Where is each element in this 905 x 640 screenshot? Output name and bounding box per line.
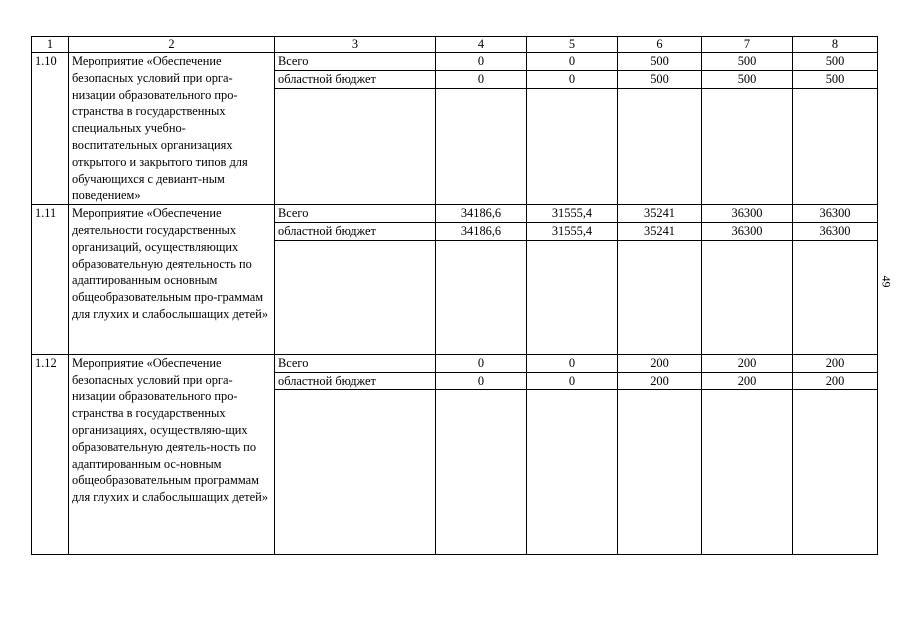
- page-number: 49: [879, 275, 894, 288]
- value-cell: 34186,6: [436, 222, 527, 240]
- value-cell: 0: [527, 372, 618, 390]
- empty-cell: [436, 390, 527, 555]
- row-description: Мероприятие «Обеспечение деятельности государственных организаций, осуществляющих образовательную деятельность по адаптированным основным общеобразовательным про-граммам для глухих и слабослышащих детей»: [69, 205, 275, 355]
- value-cell: 200: [702, 354, 793, 372]
- funding-source: областной бюджет: [275, 71, 436, 89]
- empty-cell: [436, 89, 527, 205]
- table-row: [32, 354, 878, 372]
- funding-source: Всего: [275, 205, 436, 223]
- header-cell: 7: [702, 37, 793, 53]
- empty-cell: [793, 89, 878, 205]
- value-cell: 500: [793, 71, 878, 89]
- empty-cell: [527, 89, 618, 205]
- value-cell: 31555,4: [527, 222, 618, 240]
- value-cell: 0: [436, 354, 527, 372]
- value-cell: 36300: [702, 222, 793, 240]
- row-description: Мероприятие «Обеспечение безопасных условий при орга-низации образовательного про-странства в государственных организациях, осуществляю-щих образовательную деятель-ность по адаптированным ос-новным общеобразовательным программам для глухих и слабослышащих детей»: [69, 354, 275, 555]
- empty-cell: [793, 390, 878, 555]
- value-cell: 31555,4: [527, 205, 618, 223]
- value-cell: 200: [618, 354, 702, 372]
- row-code: 1.11: [32, 205, 69, 355]
- budget-table: [31, 36, 878, 555]
- value-cell: 500: [702, 71, 793, 89]
- empty-cell: [702, 89, 793, 205]
- header-cell: 6: [618, 37, 702, 53]
- row-code: 1.10: [32, 53, 69, 205]
- value-cell: 0: [436, 53, 527, 71]
- value-cell: 500: [618, 71, 702, 89]
- empty-cell: [275, 89, 436, 205]
- header-cell: 8: [793, 37, 878, 53]
- empty-cell: [527, 390, 618, 555]
- value-cell: 36300: [702, 205, 793, 223]
- value-cell: 200: [793, 372, 878, 390]
- value-cell: 35241: [618, 222, 702, 240]
- value-cell: 0: [527, 71, 618, 89]
- value-cell: 0: [436, 71, 527, 89]
- funding-source: Всего: [275, 53, 436, 71]
- header-cell: 2: [69, 37, 275, 53]
- empty-cell: [436, 240, 527, 354]
- header-cell: 4: [436, 37, 527, 53]
- value-cell: 35241: [618, 205, 702, 223]
- funding-source: Всего: [275, 354, 436, 372]
- empty-cell: [618, 390, 702, 555]
- value-cell: 500: [702, 53, 793, 71]
- empty-cell: [275, 240, 436, 354]
- value-cell: 36300: [793, 205, 878, 223]
- value-cell: 0: [527, 354, 618, 372]
- table-row: [32, 205, 878, 223]
- empty-cell: [618, 240, 702, 354]
- value-cell: 500: [618, 53, 702, 71]
- value-cell: 36300: [793, 222, 878, 240]
- empty-cell: [702, 240, 793, 354]
- empty-cell: [618, 89, 702, 205]
- table-row: [32, 53, 878, 71]
- value-cell: 0: [527, 53, 618, 71]
- row-code: 1.12: [32, 354, 69, 555]
- header-cell: 1: [32, 37, 69, 53]
- header-cell: 5: [527, 37, 618, 53]
- empty-cell: [527, 240, 618, 354]
- header-row: [32, 37, 878, 53]
- value-cell: 0: [436, 372, 527, 390]
- row-description: Мероприятие «Обеспечение безопасных условий при орга-низации образовательного про-странства в государственных специальных учебно-воспитательных организациях открытого и закрытого типов для обучающихся с девиант-ным поведением»: [69, 53, 275, 205]
- empty-cell: [702, 390, 793, 555]
- value-cell: 200: [702, 372, 793, 390]
- value-cell: 500: [793, 53, 878, 71]
- header-cell: 3: [275, 37, 436, 53]
- value-cell: 200: [793, 354, 878, 372]
- empty-cell: [793, 240, 878, 354]
- empty-cell: [275, 390, 436, 555]
- funding-source: областной бюджет: [275, 222, 436, 240]
- funding-source: областной бюджет: [275, 372, 436, 390]
- value-cell: 34186,6: [436, 205, 527, 223]
- value-cell: 200: [618, 372, 702, 390]
